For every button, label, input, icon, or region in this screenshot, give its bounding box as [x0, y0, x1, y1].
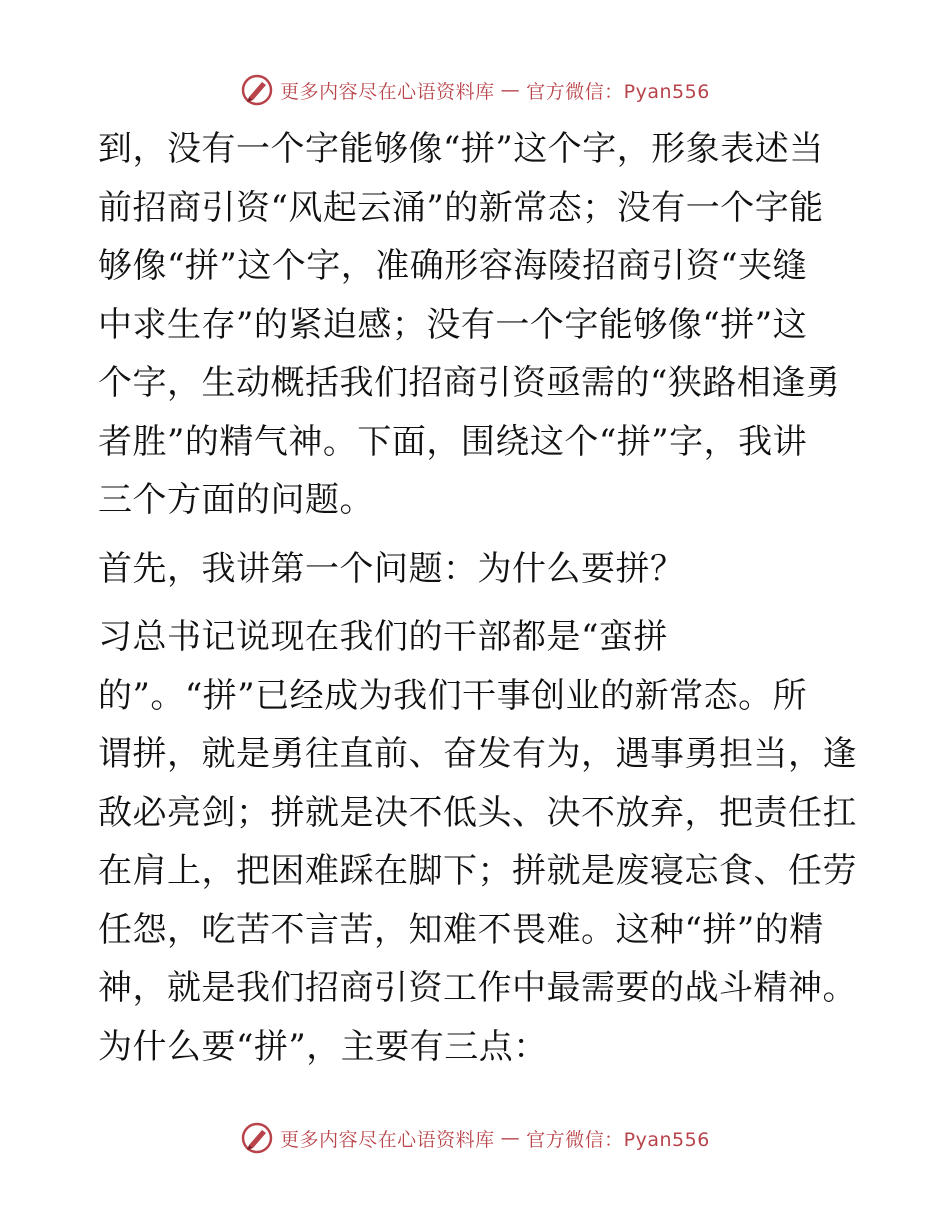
footer-banner	[0, 1118, 950, 1158]
paragraph-heading	[98, 540, 858, 599]
text-line: 个字，生动概括我们招商引资亟需的“狭路相逢勇	[98, 363, 841, 403]
text-line: 中求生存”的紧迫感；没有一个字能够像“拼”这	[98, 304, 808, 345]
text-line: 为什么要“拼”，主要有三点：	[98, 1026, 548, 1067]
text-line: 前招商引资“风起云涌”的新常态；没有一个字能	[98, 187, 824, 228]
pen-logo-icon	[240, 1121, 274, 1155]
text-line: 任怨，吃苦不言苦，知难不畏难。这种“拼”的精	[98, 909, 824, 950]
paragraph	[98, 608, 858, 1076]
paragraph	[98, 120, 858, 530]
banner-suffix: 官方微信：Pyan556	[526, 80, 710, 103]
text-line: 习总书记说现在我们的干部都是“蛮拼	[98, 617, 668, 657]
banner-separator: —	[500, 79, 521, 101]
text-line: 到，没有一个字能够像“拼”这个字，形象表述当	[98, 129, 824, 169]
text-line: 首先，我讲第一个问题：为什么要拼？	[98, 548, 685, 589]
pen-logo-icon	[240, 73, 274, 107]
banner-separator: —	[500, 1127, 521, 1149]
document-body	[98, 120, 858, 1076]
banner-text: 更多内容尽在心语资料库	[280, 80, 495, 103]
header-banner	[0, 70, 950, 110]
text-line: 神，就是我们招商引资工作中最需要的战斗精神。	[98, 968, 857, 1008]
text-line: 在肩上，把困难踩在脚下；拼就是废寝忘食、任劳	[98, 851, 857, 891]
text-line: 敌必亮剑；拼就是决不低头、决不放弃，把责任扛	[98, 792, 857, 833]
banner-suffix: 官方微信：Pyan556	[526, 1128, 710, 1151]
text-line: 者胜”的精气神。下面，围绕这个“拼”字，我讲	[98, 421, 808, 462]
text-line: 够像“拼”这个字，准确形容海陵招商引资“夹缝	[98, 246, 808, 286]
text-line: 谓拼，就是勇往直前、奋发有为，遇事勇担当，逢	[98, 734, 857, 774]
banner-text: 更多内容尽在心语资料库	[280, 1128, 495, 1151]
text-line: 的”。“拼”已经成为我们干事创业的新常态。所	[98, 675, 808, 716]
text-line: 三个方面的问题。	[98, 480, 374, 520]
